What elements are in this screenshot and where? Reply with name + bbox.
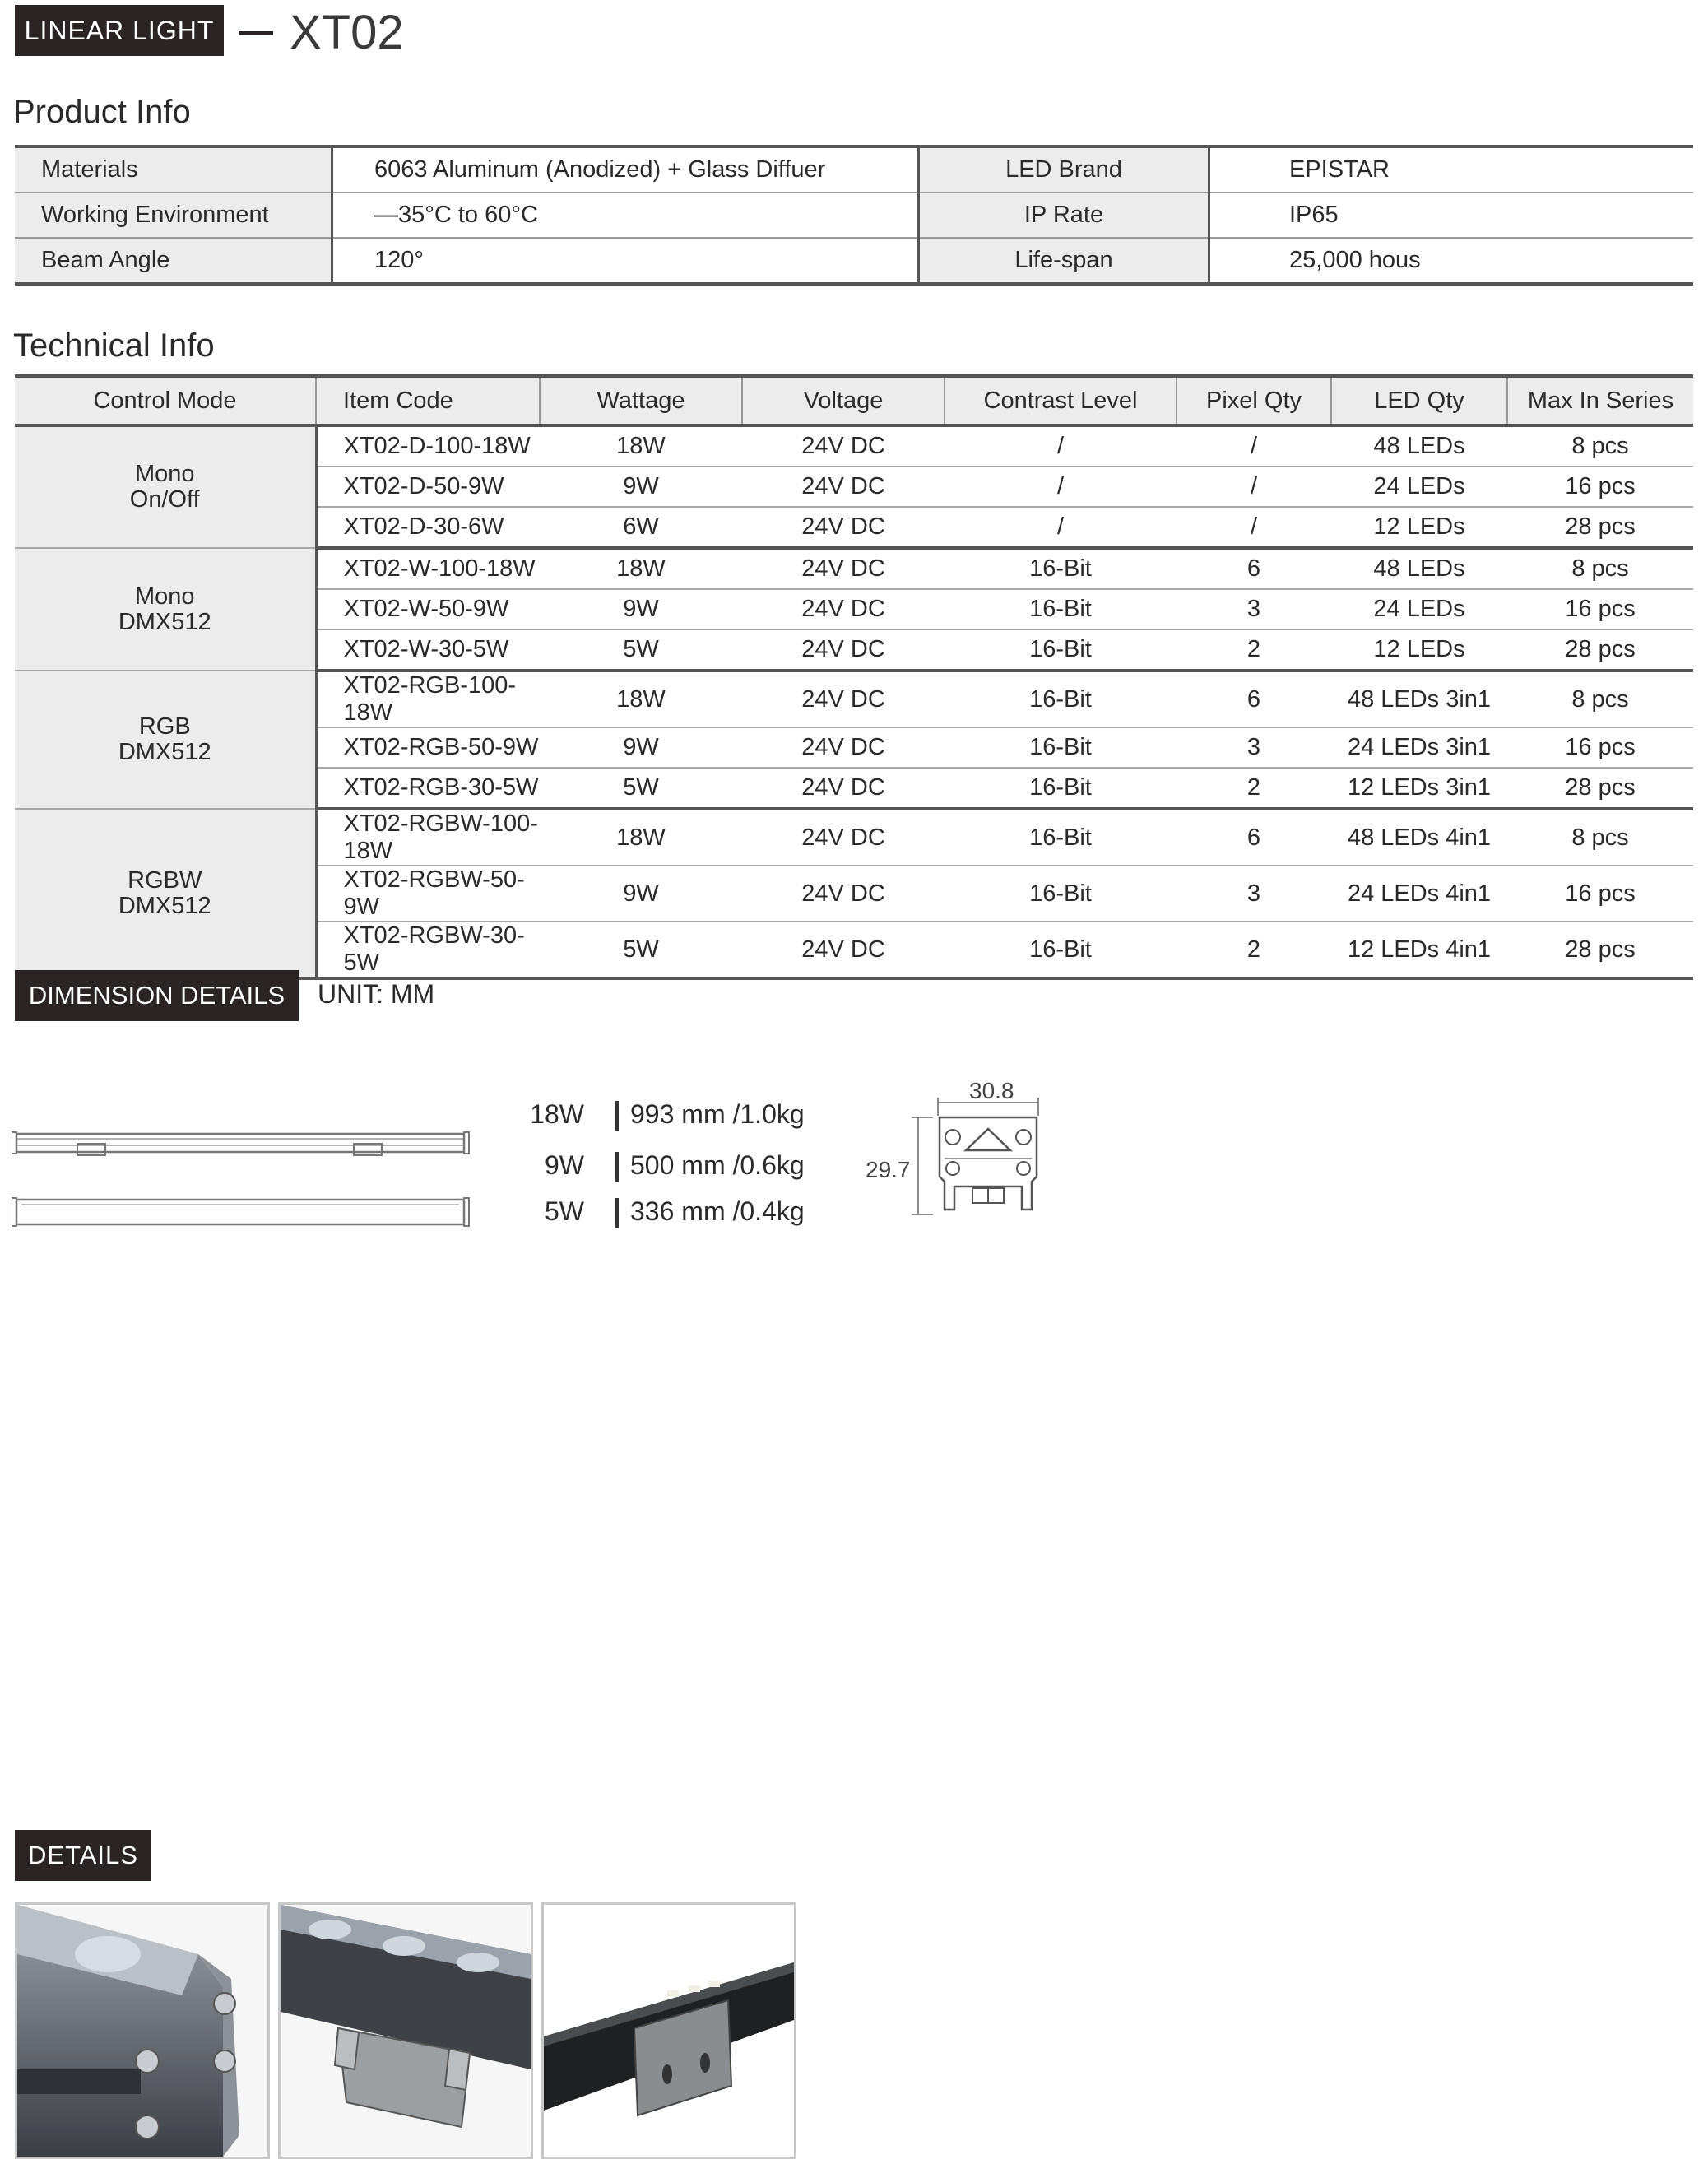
table-cell: XT02-RGBW-50-9W (316, 866, 540, 922)
table-cell: / (1177, 425, 1331, 467)
table-cell: XT02-RGB-50-9W (316, 727, 540, 768)
unit-label: UNIT: MM (318, 979, 435, 1009)
table-cell: 16-Bit (945, 922, 1177, 978)
table-cell: 9W (540, 467, 742, 507)
table-cell: 16-Bit (945, 809, 1177, 866)
info-value: EPISTAR (1209, 146, 1694, 193)
table-cell: 3 (1177, 727, 1331, 768)
spec-value: 500 mm /0.6kg (630, 1150, 805, 1180)
spec-wattage: 18W (530, 1099, 584, 1129)
table-cell: 5W (540, 629, 742, 671)
column-header: LED Qty (1331, 376, 1507, 425)
table-cell: 16-Bit (945, 548, 1177, 589)
table-cell: XT02-D-50-9W (316, 467, 540, 507)
info-label: Working Environment (15, 193, 332, 238)
table-cell: 6 (1177, 671, 1331, 727)
table-cell: 3 (1177, 866, 1331, 922)
table-cell: 12 LEDs (1331, 629, 1507, 671)
table-cell: 16-Bit (945, 727, 1177, 768)
table-cell: 16-Bit (945, 866, 1177, 922)
table-cell: 6 (1177, 548, 1331, 589)
table-cell: XT02-W-100-18W (316, 548, 540, 589)
control-mode-line: Mono (134, 461, 195, 487)
info-value: —35°C to 60°C (332, 193, 919, 238)
table-cell: 9W (540, 727, 742, 768)
table-cell: 24V DC (742, 866, 945, 922)
table-cell: 18W (540, 809, 742, 866)
table-cell: XT02-W-30-5W (316, 629, 540, 671)
table-cell: 8 pcs (1507, 809, 1693, 866)
short-bar-drawing (12, 1198, 469, 1226)
cross-section-drawing (908, 1094, 1048, 1218)
info-label: IP Rate (919, 193, 1209, 238)
table-cell: 2 (1177, 922, 1331, 978)
column-header: Contrast Level (945, 376, 1177, 425)
table-cell: 24V DC (742, 809, 945, 866)
table-cell: 28 pcs (1507, 922, 1693, 978)
detail-photo-end-cap (15, 1902, 270, 2159)
table-row (15, 809, 1693, 866)
category-tag: LINEAR LIGHT (15, 5, 224, 56)
table-cell: / (945, 467, 1177, 507)
info-label: LED Brand (919, 146, 1209, 193)
control-mode-line: On/Off (129, 486, 200, 513)
control-mode-line: DMX512 (118, 892, 211, 919)
table-cell: 12 LEDs 3in1 (1331, 768, 1507, 809)
control-mode-line: RGB (138, 713, 191, 740)
width-dimension-label: 30.8 (969, 1078, 1014, 1103)
control-mode-line: DMX512 (118, 739, 211, 765)
column-header: Wattage (540, 376, 742, 425)
table-cell: 16-Bit (945, 768, 1177, 809)
product-info-row (15, 238, 1693, 284)
table-cell: 6W (540, 507, 742, 548)
table-cell: / (945, 507, 1177, 548)
spec-divider (615, 1198, 619, 1228)
spec-divider (615, 1101, 619, 1131)
control-mode-line: RGBW (128, 866, 202, 894)
table-cell: 16-Bit (945, 671, 1177, 727)
control-mode-cell (15, 548, 316, 671)
column-header: Item Code (316, 376, 540, 425)
spec-wattage: 9W (545, 1150, 584, 1180)
table-cell: 24V DC (742, 727, 945, 768)
spec-value: 336 mm /0.4kg (630, 1196, 805, 1226)
column-header: Control Mode (15, 376, 316, 425)
table-cell: XT02-RGB-30-5W (316, 768, 540, 809)
table-cell: 28 pcs (1507, 507, 1693, 548)
table-cell: 8 pcs (1507, 425, 1693, 467)
table-cell: 24V DC (742, 922, 945, 978)
column-header: Max In Series (1507, 376, 1693, 425)
table-cell: 18W (540, 671, 742, 727)
product-info-table (15, 145, 1693, 286)
table-cell: 3 (1177, 589, 1331, 629)
table-cell: 48 LEDs 4in1 (1331, 809, 1507, 866)
info-value: 120° (332, 238, 919, 284)
table-cell: 5W (540, 922, 742, 978)
control-mode-cell (15, 425, 316, 548)
detail-photo-mounting-clip (278, 1902, 533, 2159)
control-mode-line: Mono (134, 583, 195, 610)
product-info-row (15, 146, 1693, 193)
control-mode-cell (15, 809, 316, 978)
table-cell: 24V DC (742, 671, 945, 727)
table-cell: / (1177, 467, 1331, 507)
column-header: Voltage (742, 376, 945, 425)
table-cell: 16-Bit (945, 589, 1177, 629)
table-cell: 28 pcs (1507, 768, 1693, 809)
table-cell: 16 pcs (1507, 589, 1693, 629)
details-tag: DETAILS (15, 1830, 151, 1881)
info-value: 6063 Aluminum (Anodized) + Glass Diffuer (332, 146, 919, 193)
table-cell: 24 LEDs 4in1 (1331, 866, 1507, 922)
table-cell: XT02-W-50-9W (316, 589, 540, 629)
table-cell: XT02-D-30-6W (316, 507, 540, 548)
table-cell: 24V DC (742, 768, 945, 809)
table-cell: 2 (1177, 768, 1331, 809)
table-cell: 24 LEDs 3in1 (1331, 727, 1507, 768)
table-cell: 2 (1177, 629, 1331, 671)
table-cell: 48 LEDs 3in1 (1331, 671, 1507, 727)
table-cell: 48 LEDs (1331, 425, 1507, 467)
table-cell: / (945, 425, 1177, 467)
long-bar-drawing (12, 1132, 469, 1155)
info-label: Materials (15, 146, 332, 193)
table-cell: 8 pcs (1507, 671, 1693, 727)
dimension-details-tag: DIMENSION DETAILS (15, 970, 299, 1021)
table-cell: 9W (540, 866, 742, 922)
table-cell: 5W (540, 768, 742, 809)
table-cell: XT02-RGBW-30-5W (316, 922, 540, 978)
product-side-views (12, 1127, 472, 1234)
table-cell: 24V DC (742, 425, 945, 467)
table-row (15, 548, 1693, 589)
table-cell: 8 pcs (1507, 548, 1693, 589)
model-title: XT02 (290, 6, 404, 59)
info-label: Life-span (919, 238, 1209, 284)
product-info-title: Product Info (13, 94, 191, 130)
table-cell: 6 (1177, 809, 1331, 866)
table-cell: 24V DC (742, 507, 945, 548)
control-mode-line: DMX512 (118, 608, 211, 635)
table-cell: 24 LEDs (1331, 467, 1507, 507)
product-info-row (15, 193, 1693, 238)
height-dimension-label: 29.7 (866, 1157, 911, 1182)
table-cell: 24V DC (742, 629, 945, 671)
table-cell: 16-Bit (945, 629, 1177, 671)
table-cell: 28 pcs (1507, 629, 1693, 671)
table-cell: 12 LEDs (1331, 507, 1507, 548)
spec-value: 993 mm /1.0kg (630, 1099, 805, 1129)
control-mode-cell (15, 671, 316, 809)
table-cell: 24V DC (742, 548, 945, 589)
table-cell: 18W (540, 425, 742, 467)
table-cell: XT02-RGB-100-18W (316, 671, 540, 727)
title-dash (239, 31, 273, 35)
info-value: IP65 (1209, 193, 1694, 238)
table-cell: 9W (540, 589, 742, 629)
table-cell: 18W (540, 548, 742, 589)
info-label: Beam Angle (15, 238, 332, 284)
table-cell: 24 LEDs (1331, 589, 1507, 629)
table-cell: XT02-RGBW-100-18W (316, 809, 540, 866)
table-cell: 16 pcs (1507, 467, 1693, 507)
table-cell: XT02-D-100-18W (316, 425, 540, 467)
table-row (15, 425, 1693, 467)
table-cell: 24V DC (742, 589, 945, 629)
tech-header-row (15, 376, 1693, 425)
table-row (15, 671, 1693, 727)
technical-info-table (15, 374, 1693, 980)
table-cell: 16 pcs (1507, 727, 1693, 768)
info-value: 25,000 hous (1209, 238, 1694, 284)
table-cell: 24V DC (742, 467, 945, 507)
table-cell: 12 LEDs 4in1 (1331, 922, 1507, 978)
spec-wattage: 5W (545, 1196, 584, 1226)
table-cell: 48 LEDs (1331, 548, 1507, 589)
column-header: Pixel Qty (1177, 376, 1331, 425)
table-cell: 16 pcs (1507, 866, 1693, 922)
table-cell: / (1177, 507, 1331, 548)
technical-info-title: Technical Info (13, 327, 215, 364)
spec-divider (615, 1152, 619, 1182)
detail-photo-bracket (541, 1902, 796, 2159)
